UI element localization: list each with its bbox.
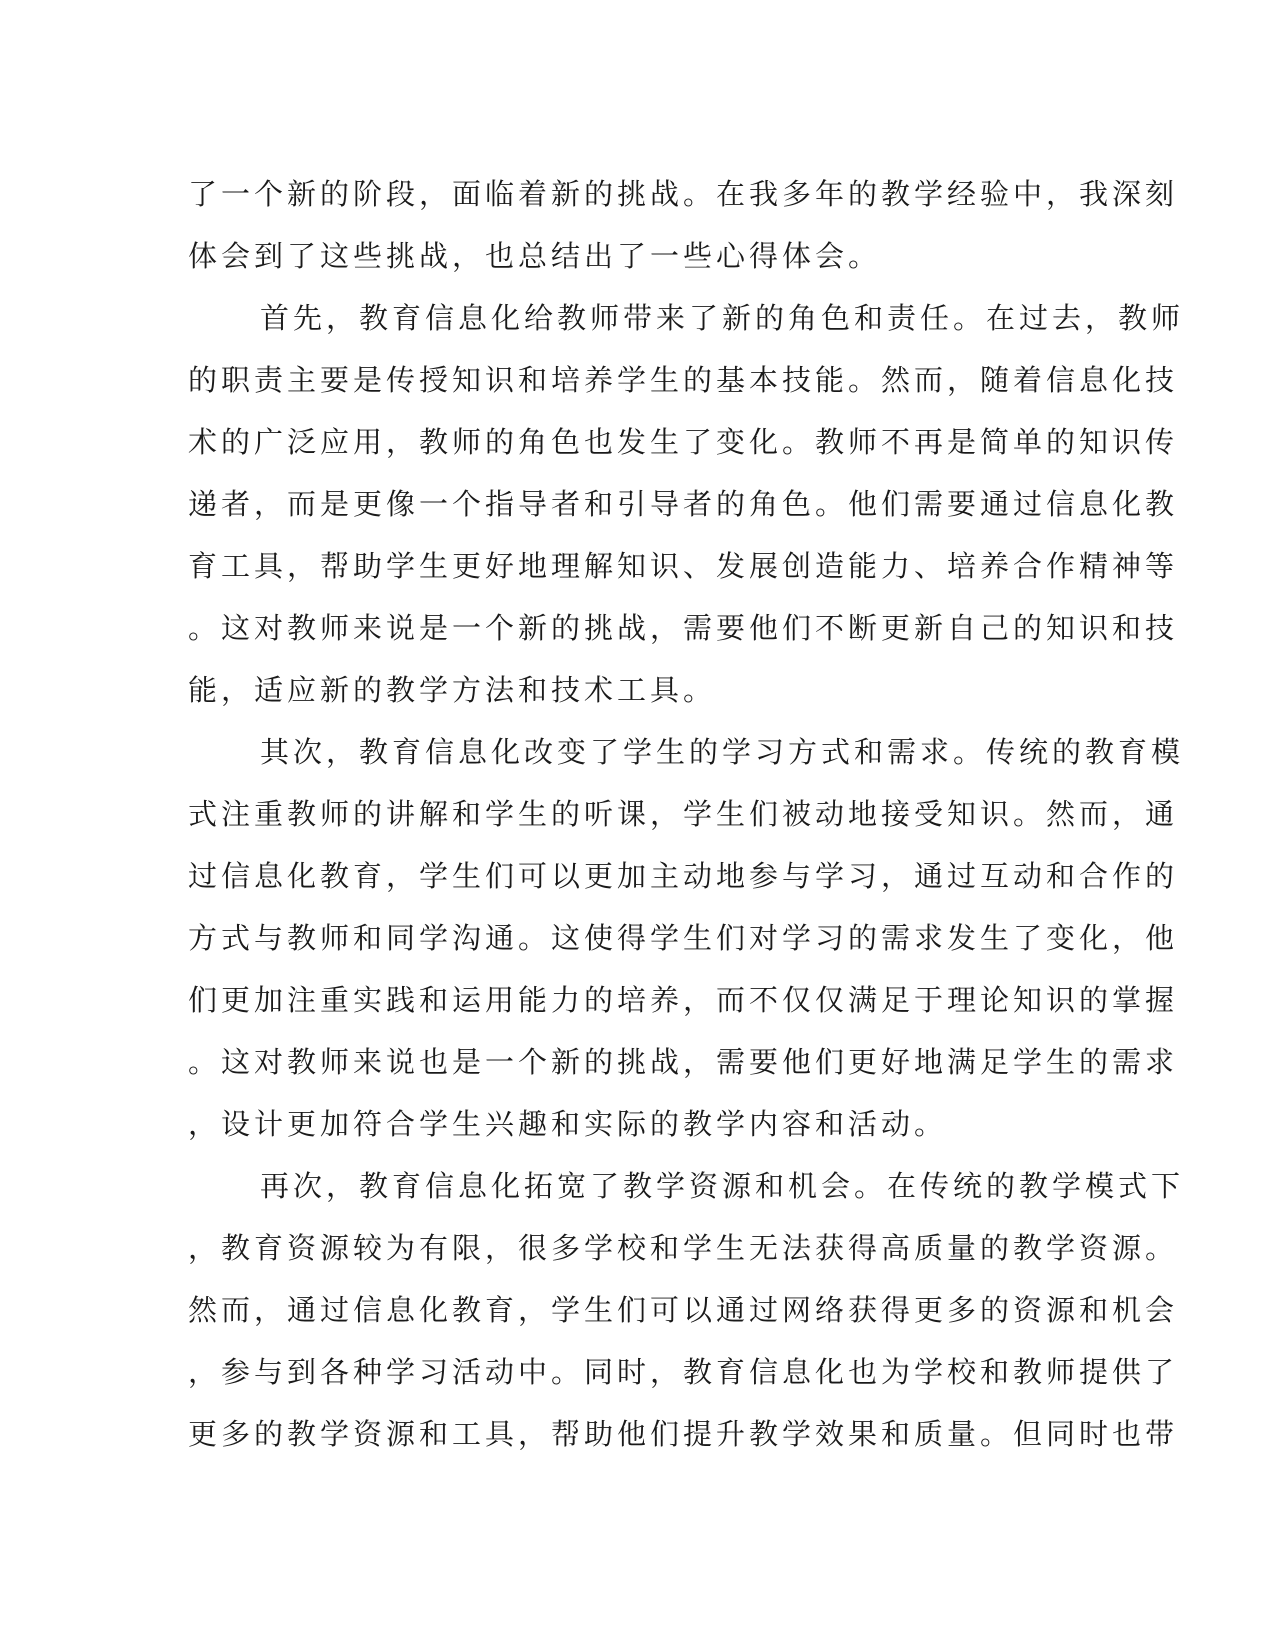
text-line: 更多的教学资源和工具，帮助他们提升教学效果和质量。但同时也带 — [188, 1417, 1179, 1451]
text-line: ，设计更加符合学生兴趣和实际的教学内容和活动。 — [188, 1107, 948, 1141]
text-line: 其次，教育信息化改变了学生的学习方式和需求。传统的教育模 — [260, 735, 1185, 769]
text-line: 。这对教师来说是一个新的挑战，需要他们不断更新自己的知识和技 — [188, 611, 1179, 645]
paragraph-3 — [188, 721, 1185, 1155]
paragraph-2 — [188, 287, 1185, 721]
text-line: 了一个新的阶段，面临着新的挑战。在我多年的教学经验中，我深刻 — [188, 177, 1179, 211]
text-line: 体会到了这些挑战，也总结出了一些心得体会。 — [188, 239, 882, 273]
paragraph-1 — [188, 163, 1179, 287]
text-line: 递者，而是更像一个指导者和引导者的角色。他们需要通过信息化教 — [188, 487, 1179, 521]
text-line: 过信息化教育，学生们可以更加主动地参与学习，通过互动和合作的 — [188, 859, 1179, 893]
text-line: 们更加注重实践和运用能力的培养，而不仅仅满足于理论知识的掌握 — [188, 983, 1179, 1017]
text-line: 。这对教师来说也是一个新的挑战，需要他们更好地满足学生的需求 — [188, 1045, 1179, 1079]
text-line: 术的广泛应用，教师的角色也发生了变化。教师不再是简单的知识传 — [188, 425, 1179, 459]
text-line: 育工具，帮助学生更好地理解知识、发展创造能力、培养合作精神等 — [188, 549, 1179, 583]
text-line: 的职责主要是传授知识和培养学生的基本技能。然而，随着信息化技 — [188, 363, 1179, 397]
text-line: 能，适应新的教学方法和技术工具。 — [188, 673, 717, 707]
text-line: 式注重教师的讲解和学生的听课，学生们被动地接受知识。然而，通 — [188, 797, 1179, 831]
body-text — [188, 163, 1185, 1465]
text-line: ，参与到各种学习活动中。同时，教育信息化也为学校和教师提供了 — [188, 1355, 1179, 1389]
text-line: ，教育资源较为有限，很多学校和学生无法获得高质量的教学资源。 — [188, 1231, 1179, 1265]
text-line: 然而，通过信息化教育，学生们可以通过网络获得更多的资源和机会 — [188, 1293, 1179, 1327]
paragraph-4 — [188, 1155, 1185, 1465]
text-line: 再次，教育信息化拓宽了教学资源和机会。在传统的教学模式下 — [260, 1169, 1185, 1203]
text-line: 首先，教育信息化给教师带来了新的角色和责任。在过去，教师 — [260, 301, 1185, 335]
text-line: 方式与教师和同学沟通。这使得学生们对学习的需求发生了变化，他 — [188, 921, 1179, 955]
